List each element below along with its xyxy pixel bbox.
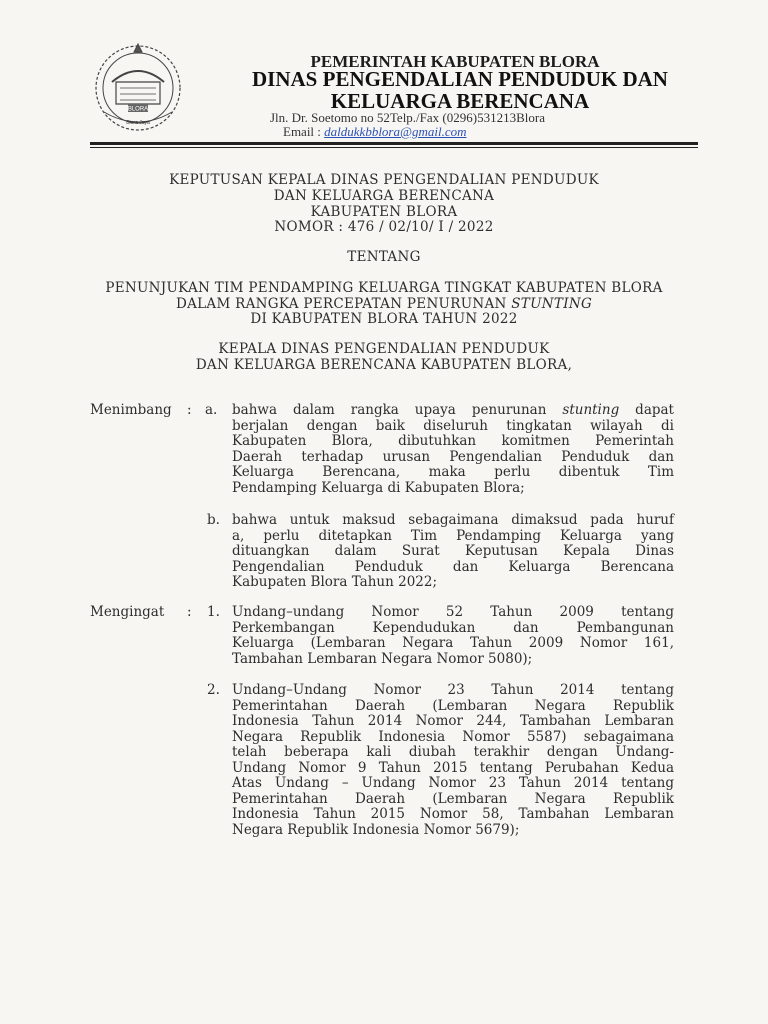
menimbang-a-marker: a.	[205, 402, 218, 418]
mengingat-1-line: Tambahan Lembaran Negara Nomor 5080);	[232, 650, 533, 667]
mengingat-1-line: Undang–undang Nomor 52 Tahun 2009 tentang	[232, 604, 674, 620]
menimbang-b-line: Pengendalian Penduduk dan Keluarga Berencana	[232, 558, 674, 575]
mengingat-2-line: Undang–Undang Nomor 23 Tahun 2014 tentang	[232, 682, 674, 698]
letterhead-agency	[200, 68, 720, 112]
logo-motto: Blora Jaya	[126, 120, 150, 126]
letterhead-email-row	[283, 124, 466, 140]
decree-title-line1: KEPUTUSAN KEPALA DINAS PENGENDALIAN PENDUDUK	[169, 172, 599, 188]
menimbang-b-line: Kabupaten Blora Tahun 2022;	[232, 574, 438, 590]
mengingat-1-line: Perkembangan Kependudukan dan Pembangunan	[232, 619, 674, 636]
menimbang-b-line: dituangkan dalam Surat Keputusan Kepala Dinas	[232, 543, 674, 559]
mengingat-2-line: telah beberapa kali diubah terakhir dengan Undang-	[232, 744, 674, 760]
tentang-heading: TENTANG	[347, 249, 421, 265]
mengingat-2-line: Indonesia Tahun 2015 Nomor 58, Tambahan Lembaran	[232, 806, 674, 822]
subject-line2-italic: STUNTING	[511, 296, 593, 312]
menimbang-label: Menimbang	[90, 402, 172, 418]
mengingat-2-line: Atas Undang – Undang Nomor 23 Tahun 2014 tentang	[232, 775, 674, 791]
decree-number: NOMOR : 476 / 02/10/ I / 2022	[274, 219, 494, 235]
letterhead-agency-line1: DINAS PENGENDALIAN PENDUDUK DAN	[252, 67, 668, 91]
mengingat-label: Mengingat	[90, 604, 165, 620]
logo-text: BLORA	[127, 106, 149, 113]
mengingat-2-line: Pemerintahan Daerah (Lembaran Negara Republik	[232, 790, 674, 807]
decree-title-line3: KABUPATEN BLORA	[310, 204, 458, 220]
email-label: Email :	[283, 124, 325, 139]
subject-line2-text: DALAM RANGKA PERCEPATAN PENURUNAN	[175, 296, 512, 312]
menimbang-b-text	[232, 513, 674, 591]
mengingat-2-line: Indonesia Tahun 2014 Nomor 244, Tambahan Lembaran	[232, 713, 674, 729]
menimbang-a-line: Kabupaten Blora, dibutuhkan komitmen Pemerintah	[232, 433, 674, 449]
mengingat-1-line: Keluarga (Lembaran Negara Tahun 2009 Nomor 161,	[232, 635, 674, 651]
issuer-line1: KEPALA DINAS PENGENDALIAN PENDUDUK	[218, 341, 550, 357]
decree-title-line2: DAN KELUARGA BERENCANA	[273, 188, 495, 204]
mengingat-2-line: Negara Republik Indonesia Nomor 5587) sebagaimana	[232, 728, 674, 745]
mengingat-colon: :	[187, 604, 192, 620]
menimbang-b-line: a, perlu ditetapkan Tim Pendamping Keluarga yang	[232, 527, 674, 544]
menimbang-a-line: Keluarga Berencana, maka perlu dibentuk Tim	[232, 464, 674, 480]
email-link[interactable]: daldukkbblora@gmail.com	[324, 124, 467, 139]
letterhead-government: PEMERINTAH KABUPATEN BLORA	[310, 52, 600, 71]
letterhead-divider-thick	[90, 142, 698, 145]
letterhead-divider-thin	[90, 147, 698, 148]
mengingat-1-marker: 1.	[207, 604, 220, 620]
menimbang-b-line: bahwa untuk maksud sebagaimana dimaksud pada huruf	[232, 512, 674, 528]
menimbang-a-line: bahwa dalam rangka upaya penurunan stunting dapat	[232, 402, 674, 418]
mengingat-2-marker: 2.	[207, 682, 220, 698]
menimbang-a-line: Pendamping Keluarga di Kabupaten Blora;	[232, 479, 525, 496]
menimbang-colon: :	[187, 402, 192, 418]
mengingat-2-line: Undang Nomor 9 Tahun 2015 tentang Perubahan Kedua	[232, 759, 674, 776]
menimbang-a-text	[232, 403, 674, 496]
subject-line1: PENUNJUKAN TIM PENDAMPING KELUARGA TINGKAT KABUPATEN BLORA	[105, 280, 663, 296]
mengingat-2-text	[232, 683, 674, 838]
letterhead-address: Jln. Dr. Soetomo no 52Telp./Fax (0296)531213Blora	[270, 110, 545, 125]
menimbang-a-line: berjalan dengan baik diseluruh tingkatan wilayah di	[232, 417, 674, 434]
subject-line3: DI KABUPATEN BLORA TAHUN 2022	[250, 311, 518, 327]
menimbang-a-line: Daerah terhadap urusan Pengendalian Penduduk dan	[232, 448, 674, 465]
mengingat-2-line: Pemerintahan Daerah (Lembaran Negara Republik	[232, 697, 674, 714]
letterhead-agency-line2: KELUARGA BERENCANA	[330, 89, 590, 113]
subject-line2	[0, 296, 768, 312]
issuer-line2: DAN KELUARGA BERENCANA KABUPATEN BLORA,	[195, 357, 573, 373]
mengingat-1-text	[232, 605, 674, 667]
blora-regency-emblem-icon	[90, 38, 186, 134]
menimbang-b-marker: b.	[207, 512, 220, 528]
mengingat-2-line: Negara Republik Indonesia Nomor 5679);	[232, 821, 520, 838]
